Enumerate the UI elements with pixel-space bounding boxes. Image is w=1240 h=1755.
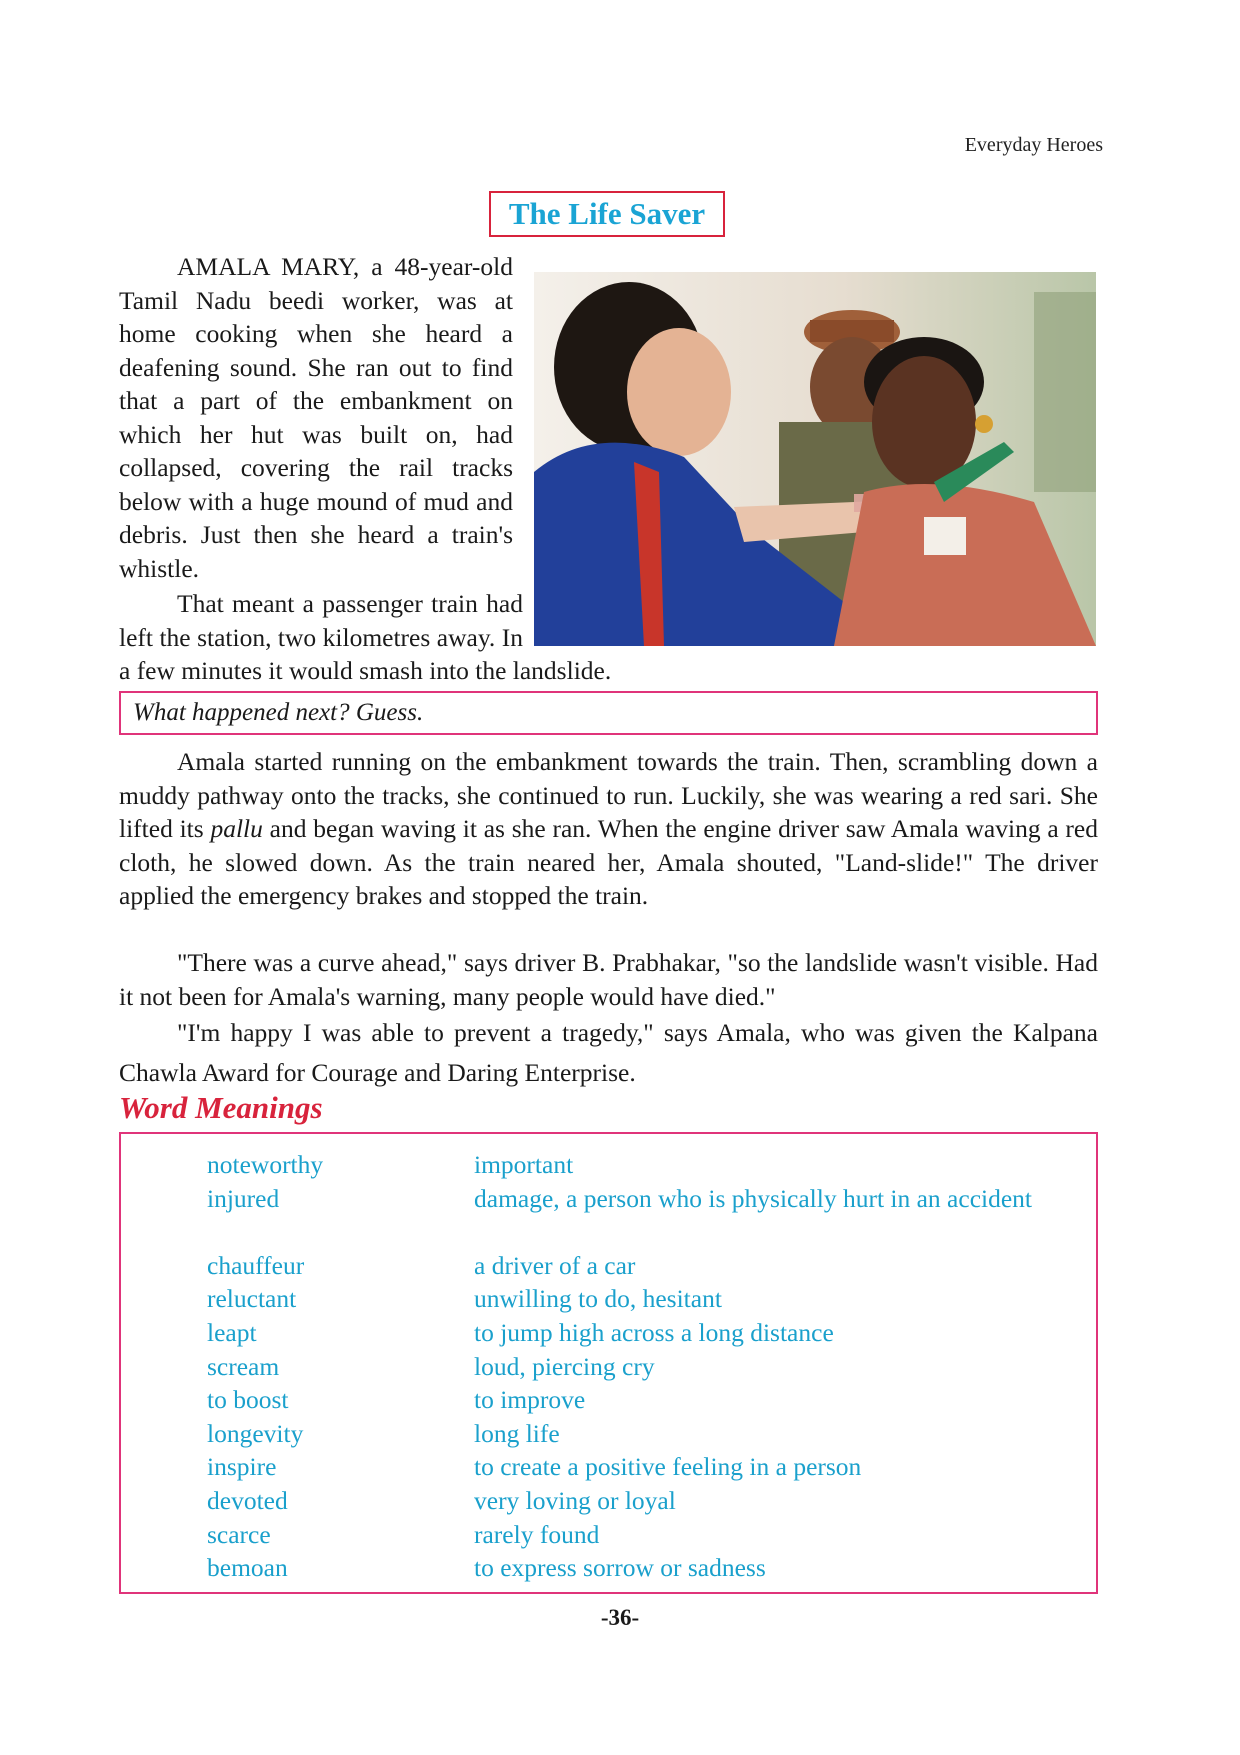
glossary-meaning: important [474,1150,574,1179]
guess-prompt-box [119,691,1098,735]
award-ceremony-photo [534,272,1096,646]
word-meanings-box [119,1132,1098,1594]
glossary-word: injured [207,1184,280,1213]
glossary-meaning: unwilling to do, hesitant [474,1284,722,1313]
guess-prompt-text: What happened next? Guess. [133,699,424,726]
glossary-meaning: to create a positive feeling in a person [474,1452,862,1481]
glossary-word: bemoan [207,1553,288,1582]
glossary-word: leapt [207,1318,257,1347]
running-title: Everyday Heroes [964,134,1103,156]
glossary-meaning: damage, a person who is physically hurt in an accident [474,1184,1032,1213]
glossary-meaning: very loving or loyal [474,1486,676,1515]
glossary-meaning: loud, piercing cry [474,1352,655,1381]
story-paragraph-3 [119,745,1098,913]
page-number: -36- [600,1605,640,1630]
glossary-meaning: long life [474,1419,560,1448]
glossary-meaning: to express sorrow or sadness [474,1553,766,1582]
word-meanings-heading: Word Meanings [119,1090,323,1125]
glossary-meaning: to improve [474,1385,586,1414]
paragraph-3-part-a: Amala started running on the embankment towards the train. Then, scrambling down a muddy pathway onto the tracks, she continued to run. Luckily, she was wearing a red sari. She lifted its [119,747,1098,843]
glossary-word: reluctant [207,1284,297,1313]
glossary-meaning: a driver of a car [474,1251,636,1280]
story-paragraph-5: "I'm happy I was able to prevent a tragedy," says Amala, who was given the Kalpana Chawla Award for Courage and Daring Enterprise. [119,1018,1098,1087]
glossary-word: longevity [207,1419,304,1448]
glossary-word: inspire [207,1452,277,1481]
paragraph-3-part-b: and began waving it as she ran. When the engine driver saw Amala waving a red cloth, he slowed down. As the train neared her, Amala shouted, "Land-slide!" The driver applied the emergency brakes and stopped the train. [119,814,1098,910]
glossary-word: chauffeur [207,1251,305,1280]
story-paragraph-4: "There was a curve ahead," says driver B. Prabhakar, "so the landslide wasn't visible. Had it not been for Amala's warning, many people would have died." [119,948,1098,1011]
glossary-word: noteworthy [207,1150,324,1179]
story-title-text: The Life Saver [508,196,706,231]
glossary-meaning: to jump high across a long distance [474,1318,834,1347]
story-title [489,191,725,237]
story-paragraph-1: AMALA MARY, a 48-year-old Tamil Nadu beedi worker, was at home cooking when she heard a deafening sound. She ran out to find that a part of the embankment on which her hut was built on, had collapsed, covering the rail tracks below with a huge mound of mud and debris. Just then she heard a train's whistle. [119,252,513,583]
glossary-word: scarce [207,1520,271,1549]
photo-illustration [534,272,1096,646]
story-paragraph-2: That meant a passenger train had left the station, two kilometres away. In a few minutes it would smash into the landslide. [119,587,1098,688]
pallu-italic: pallu [210,814,263,843]
glossary-word: devoted [207,1486,288,1515]
glossary-word: to boost [207,1385,289,1414]
glossary-meaning: rarely found [474,1520,600,1549]
glossary-word: scream [207,1352,280,1381]
